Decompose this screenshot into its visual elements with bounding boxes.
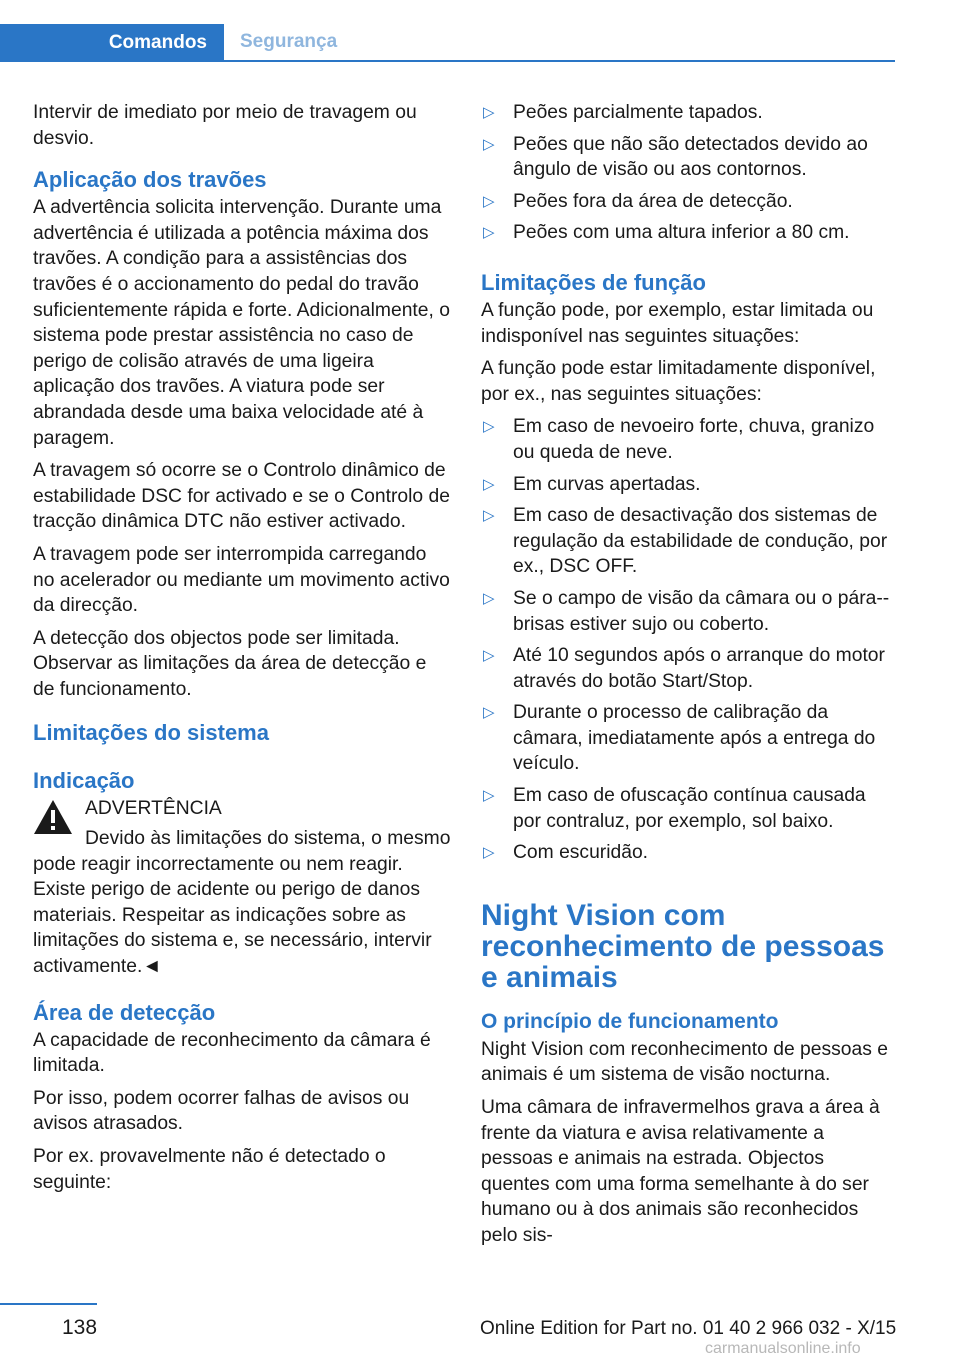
heading-principio: O princípio de funcionamento [481,1009,779,1033]
page-number: 138 [62,1316,98,1339]
paragraph: Por ex. provavelmente não é detectado o seguinte: [33,1146,386,1193]
heading-funcao: Limitações de função [481,269,706,295]
triangle-right-icon: ▷ [483,104,495,121]
list-item: ▷ Peões parcialmente tapados. [481,100,896,126]
pedestrian-list [481,100,896,246]
list-item: ▷ Peões fora da área de detecção. [481,189,896,215]
triangle-right-icon: ▷ [483,647,495,665]
warning-triangle-icon [33,799,73,835]
tab-comandos[interactable]: Comandos [0,24,224,62]
list-item: ▷ Peões que não são detectados devido ao ângulo de visão ou aos contornos. [483,133,868,181]
warning-block [33,796,453,822]
triangle-right-icon: ▷ [483,589,495,607]
list-item: ▷ Peões com uma altura inferior a 80 cm. [481,220,896,246]
triangle-right-icon: ▷ [483,844,495,862]
paragraph: Uma câmara de infravermelhos grava a área à frente da viatura e avisa relativamente a pessoas e animais na estrada. Objectos quentes com uma forma semelhante à do ser humano ou à dos animais são reconhecidos pelo sis- [481,1097,880,1246]
header-bar [0,24,895,62]
list-item: ▷ Durante o processo de calibração da câmara, imediatamente após a entrega do veículo. [483,702,876,775]
list-item: ▷ Se o campo de visão da câmara ou o pára--brisas estiver sujo ou coberto. [483,587,890,635]
warning-title: ADVERTÊNCIA [85,798,222,820]
tab-seguranca[interactable]: Segurança [240,31,338,52]
list-item: ▷ Em curvas apertadas. [481,472,896,498]
heading-indicacao: Indicação [33,768,135,794]
right-column [481,100,896,1256]
warning-text-wrap [33,826,453,980]
triangle-right-icon: ▷ [483,787,495,805]
triangle-right-icon: ▷ [483,418,495,436]
left-column [33,100,453,1202]
triangle-right-icon: ▷ [483,135,495,153]
situation-list [481,414,896,866]
paragraph: A detecção dos objectos pode ser limitada. Observar as limitações da área de detecção e de funcionamento. [33,627,427,700]
triangle-right-icon: ▷ [483,224,495,242]
heading-night-vision: Night Vision com reconhecimento de pessoas e animais [481,898,885,994]
list-item: ▷ Em caso de ofuscação contínua causada por contraluz, por exemplo, sol baixo. [483,785,866,832]
footer-rule [0,1303,97,1305]
paragraph: A capacidade de reconhecimento da câmara é limitada. [33,1029,431,1077]
list-item: ▷ Com escuridão. [481,840,896,866]
list-item: ▷ Em caso de desactivação dos sistemas de regulação da estabilidade de condução, por ex., DSC OFF. [483,505,888,578]
paragraph: A travagem só ocorre se o Controlo dinâmico de estabilidade DSC for activado e se o Controlo de tracção dinâmica DTC não estiver activado. [33,460,450,533]
paragraph: Por isso, podem ocorrer falhas de avisos ou avisos atrasados. [33,1087,410,1135]
paragraph: A função pode, por exemplo, estar limitada ou indisponível nas seguintes situações: [481,299,874,347]
heading-limitacoes: Limitações do sistema [33,720,269,746]
paragraph: A advertência solicita intervenção. Durante uma advertência é utilizada a potência máxima dos travões. A condição para a assistências dos travões é o accionamento do pedal do travão suficientemente rápida e forte. Adicionalmente, o sistema pode prestar assistência no caso de perigo de colisão através de uma ligeira aplicação dos travões. A viatura pode ser abrandada desde uma baixa velocidade até à paragem. [33,197,450,449]
triangle-right-icon: ▷ [483,192,495,210]
header-rule [0,60,895,62]
heading-area: Área de detecção [33,999,216,1025]
list-item: ▷ Até 10 segundos após o arranque do motor através do botão Start/Stop. [483,645,885,692]
paragraph: A função pode estar limitadamente disponível, por ex., nas seguintes situações: [481,358,876,405]
list-item: ▷ Em caso de nevoeiro forte, chuva, granizo ou queda de neve. [483,416,875,463]
triangle-right-icon: ▷ [483,704,495,722]
warning-text: Devido às limitações do sistema, o mesmo pode reagir incorrectamente ou nem reagir. Existe perigo de acidente ou perigo de danos materiais. Respeitar as indicações sobre as limitações do sistema e, se necessário, intervir activamente.◄ [33,828,451,978]
watermark: carmanualsonline.info [705,1340,861,1357]
paragraph: A travagem pode ser interrompida carregando no acelerador ou mediante um movimento activo da direcção. [33,543,450,617]
heading-aplicacao: Aplicação dos travões [33,167,267,193]
triangle-right-icon: ▷ [483,507,495,525]
triangle-right-icon: ▷ [483,475,495,493]
paragraph: Night Vision com reconhecimento de pessoas e animais é um sistema de visão nocturna. [481,1038,888,1086]
edition-text: Online Edition for Part no. 01 40 2 966 032 - X/15 [480,1318,897,1339]
intro-paragraph: Intervir de imediato por meio de travagem ou desvio. [33,102,417,149]
